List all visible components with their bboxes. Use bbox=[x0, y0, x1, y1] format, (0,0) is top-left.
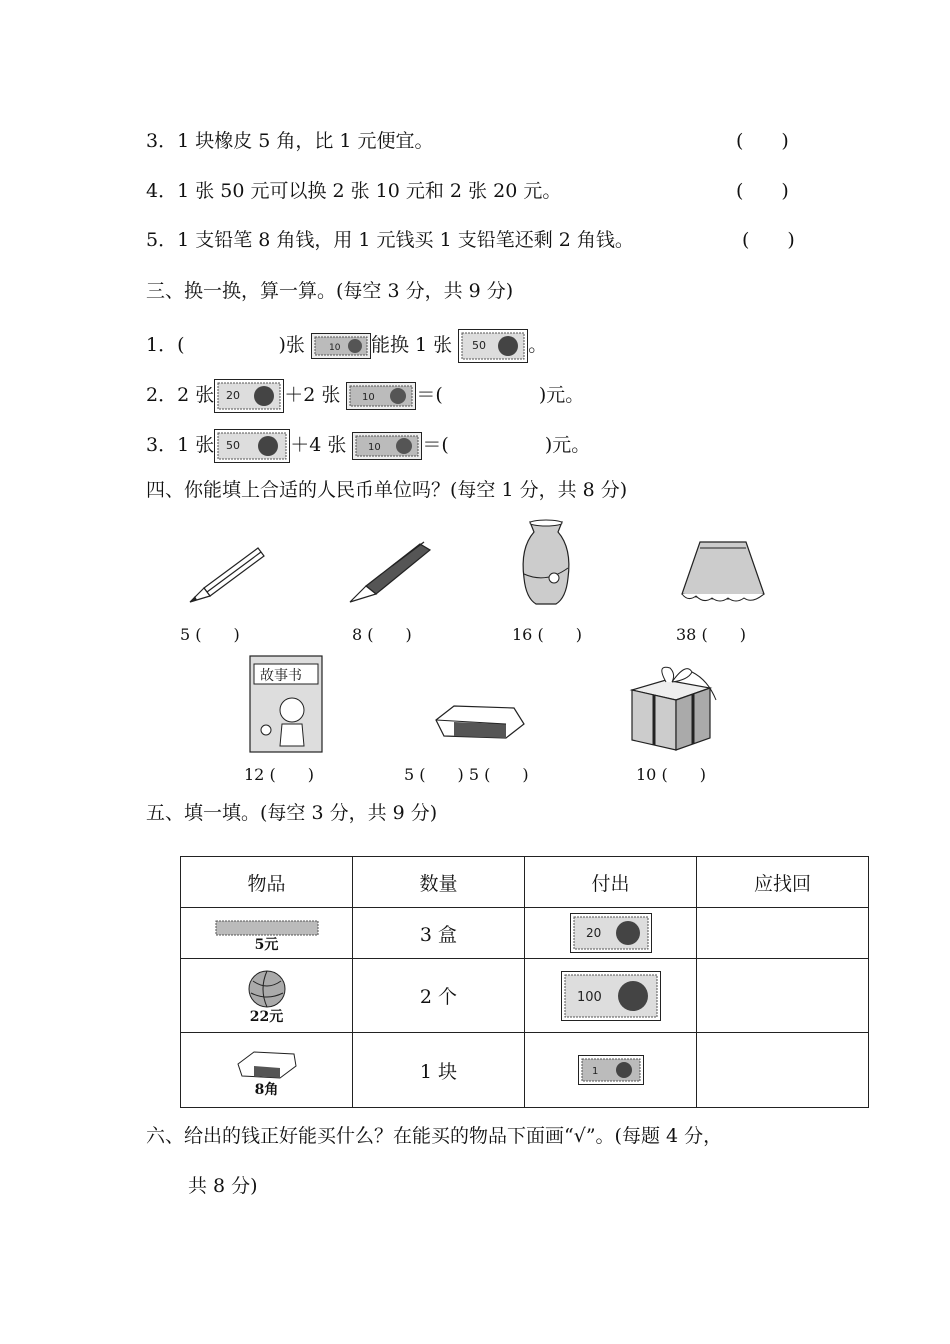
svg-text:故事书: 故事书 bbox=[260, 668, 302, 684]
box-icon bbox=[215, 917, 319, 937]
gift-box-icon bbox=[626, 660, 718, 754]
svg-text:1: 1 bbox=[591, 1066, 598, 1077]
unit-blank[interactable]: ( ) bbox=[661, 765, 706, 784]
bill-1-icon bbox=[578, 1055, 644, 1085]
skirt-icon bbox=[678, 538, 768, 606]
svg-text:50: 50 bbox=[472, 339, 487, 352]
bill-20-icon bbox=[570, 913, 652, 953]
unit-blank[interactable]: ( ) bbox=[537, 625, 582, 644]
svg-text:20: 20 bbox=[585, 926, 601, 940]
paid-cell bbox=[525, 908, 697, 959]
section4-title: 四、你能填上合适的人民币单位吗？(每空 1 分，共 8 分) bbox=[146, 479, 628, 501]
unit-blank[interactable]: ( ) bbox=[701, 625, 746, 644]
section3-title: 三、换一换，算一算。(每空 3 分，共 9 分) bbox=[146, 280, 514, 302]
unit-blank[interactable]: ( ) bbox=[419, 765, 464, 784]
unit-blank[interactable]: ( ) bbox=[195, 625, 240, 644]
bill-10-icon bbox=[346, 382, 416, 410]
svg-text:20: 20 bbox=[226, 389, 241, 402]
bill-10-icon bbox=[311, 333, 371, 359]
pen-icon bbox=[346, 536, 436, 606]
bill-50-icon bbox=[214, 429, 290, 463]
svg-text:50: 50 bbox=[226, 439, 241, 452]
bill-50-icon bbox=[458, 329, 528, 363]
bill-100-icon bbox=[561, 971, 661, 1021]
eraser-icon bbox=[234, 1046, 300, 1082]
pen-price: 8 ( ) bbox=[352, 625, 412, 644]
exchange-table bbox=[180, 856, 869, 1108]
pencil-price: 5 ( ) bbox=[180, 625, 240, 644]
item-cell: 22元 bbox=[181, 959, 353, 1033]
judge-item-5: 5．1 支铅笔 8 角钱，用 1 元钱买 1 支铅笔还剩 2 角钱。 bbox=[146, 229, 634, 251]
eraser-price: 5 ( ) 5 ( ) bbox=[404, 765, 529, 784]
table-row bbox=[181, 1033, 869, 1108]
pencil-icon bbox=[186, 540, 268, 606]
bill-20-icon bbox=[214, 379, 284, 413]
item-cell: 5元 bbox=[181, 908, 353, 959]
item-cell: 8角 bbox=[181, 1033, 353, 1108]
svg-text:10: 10 bbox=[362, 392, 376, 403]
change-blank[interactable] bbox=[697, 1033, 869, 1108]
paid-cell bbox=[525, 959, 697, 1033]
exchange-q2: 2．2 张 20 ＋2 张 10 ＝( )元。 bbox=[146, 376, 584, 414]
vase-price: 16 ( ) bbox=[512, 625, 582, 644]
table-row bbox=[181, 908, 869, 959]
eraser-icon bbox=[432, 698, 528, 744]
section6-title: 六、给出的钱正好能买什么？在能买的物品下面画“√”。(每题 4 分， bbox=[146, 1125, 723, 1147]
vase-icon bbox=[514, 518, 578, 608]
section6-title-cont: 共 8 分) bbox=[188, 1175, 258, 1197]
col-paid: 付出 bbox=[525, 857, 697, 908]
paid-cell bbox=[525, 1033, 697, 1108]
table-header-row bbox=[181, 857, 869, 908]
judge-answer-3[interactable]: ( ) bbox=[736, 130, 789, 152]
story-book-icon bbox=[248, 654, 324, 754]
judge-answer-5[interactable]: ( ) bbox=[742, 229, 795, 251]
unit-blank[interactable]: ( ) bbox=[269, 765, 314, 784]
judge-answer-4[interactable]: ( ) bbox=[736, 180, 789, 202]
ball-icon bbox=[247, 969, 287, 1009]
judge-item-3: 3．1 块橡皮 5 角，比 1 元便宜。 bbox=[146, 130, 434, 152]
col-quantity: 数量 bbox=[353, 857, 525, 908]
svg-text:10: 10 bbox=[368, 442, 382, 453]
qty-cell: 1 块 bbox=[353, 1033, 525, 1108]
change-blank[interactable] bbox=[697, 908, 869, 959]
col-item: 物品 bbox=[181, 857, 353, 908]
svg-text:10: 10 bbox=[328, 343, 341, 353]
change-blank[interactable] bbox=[697, 959, 869, 1033]
gift-price: 10 ( ) bbox=[636, 765, 706, 784]
table-row bbox=[181, 959, 869, 1033]
col-change: 应找回 bbox=[697, 857, 869, 908]
book-price: 12 ( ) bbox=[244, 765, 314, 784]
unit-blank[interactable]: ( ) bbox=[484, 765, 529, 784]
qty-cell: 2 个 bbox=[353, 959, 525, 1033]
qty-cell: 3 盒 bbox=[353, 908, 525, 959]
unit-blank[interactable]: ( ) bbox=[367, 625, 412, 644]
exchange-q3: 3．1 张 50 ＋4 张 10 ＝( )元。 bbox=[146, 426, 590, 464]
bill-10-icon bbox=[352, 432, 422, 460]
svg-text:100: 100 bbox=[576, 989, 602, 1005]
skirt-price: 38 ( ) bbox=[676, 625, 746, 644]
section5-title: 五、填一填。(每空 3 分，共 9 分) bbox=[146, 802, 438, 824]
judge-item-4: 4．1 张 50 元可以换 2 张 10 元和 2 张 20 元。 bbox=[146, 180, 562, 202]
exchange-q1: 1．( )张 10 能换 1 张 50 。 bbox=[146, 326, 547, 364]
